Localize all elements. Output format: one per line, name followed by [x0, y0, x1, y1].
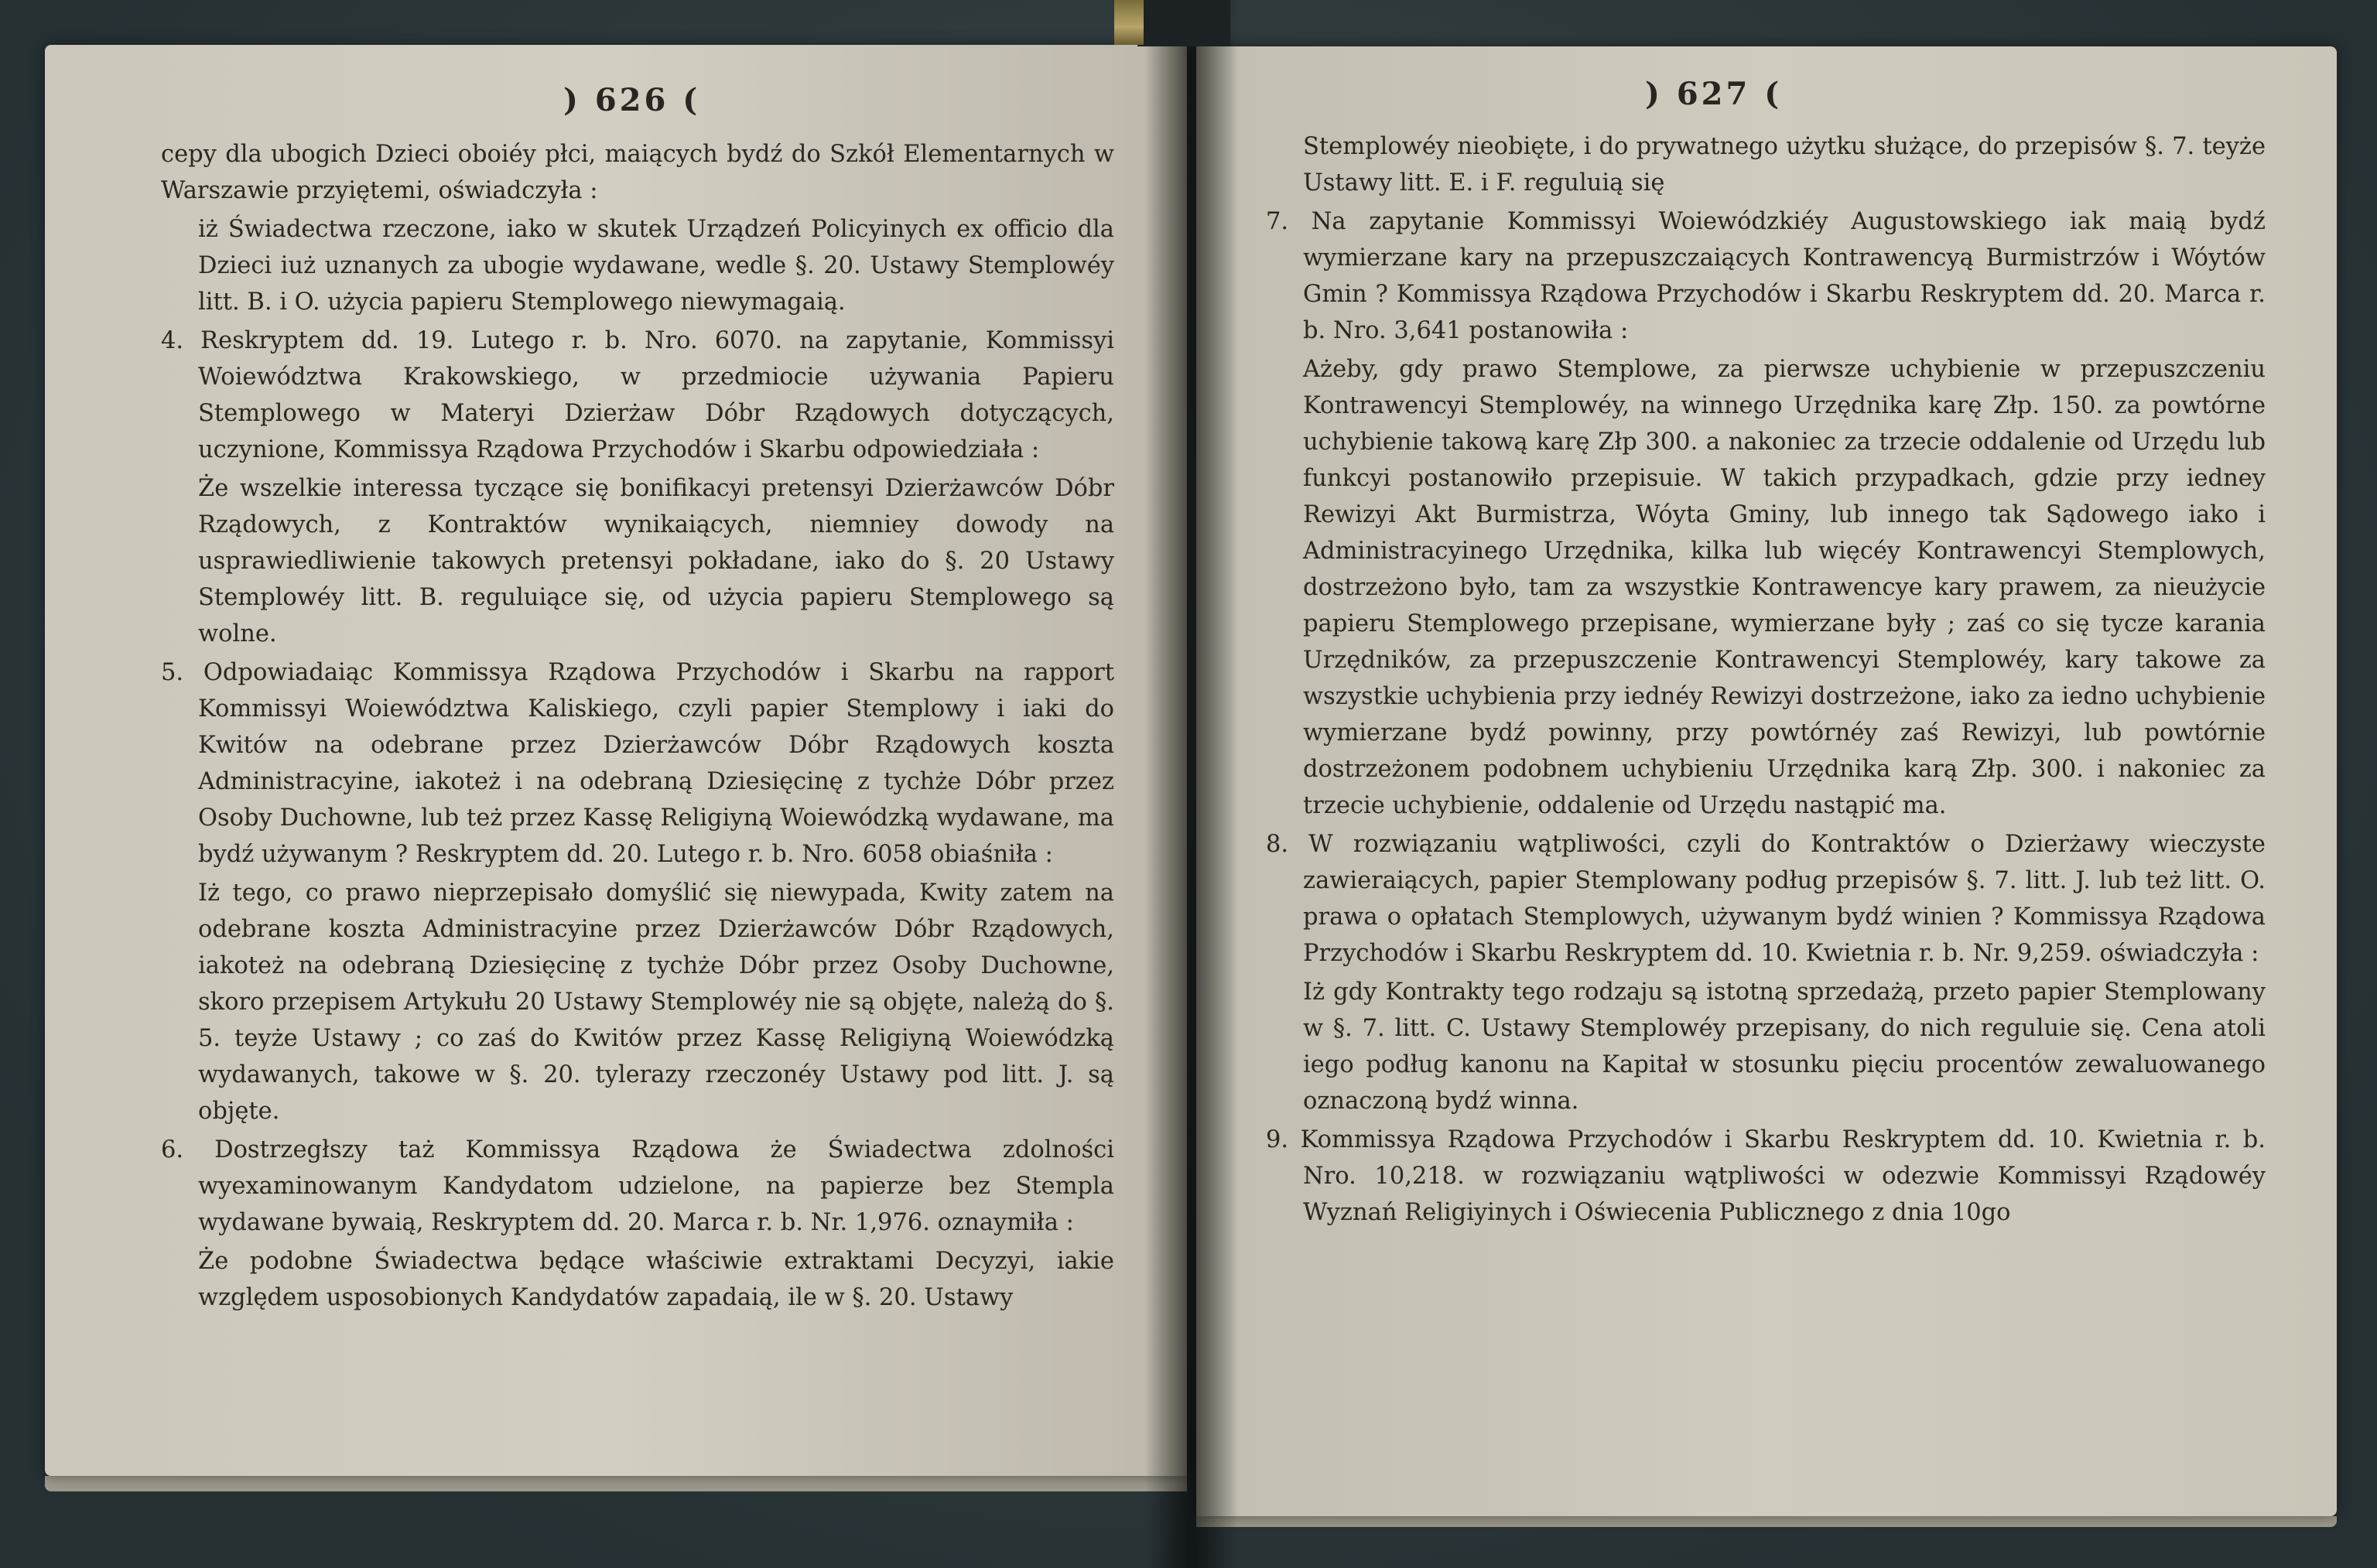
left-paragraph-1: cepy dla ubogich Dzieci oboiéy płci, maiących bydź do Szkół Elementarnych w Warszawie przyiętemi, oświadczyła : [161, 141, 1114, 204]
left-page-number: ) 626 ( [563, 82, 701, 118]
right-paragraph-3: Ażeby, gdy prawo Stemplowe, za pierwsze uchybienie w przepuszczeniu Kontrawencyi Stemplowéy, na winnego Urzędnika karę Złp. 150. za powtórne uchybienie takową karę Złp 300. a nakoniec za trzecie oddalenie od Urzędu lub funkcyi postanowiło przepisuie. W takich przypadkach, gdzie przy iedney Rewizyi Akt Burmistrza, Wóyta Gminy, lub innego tak Sądowego iako i Administracyinego Urzędnika, kilka lub więcéy Kontrawencyi Stemplowych, dostrzeżono było, tam za wszystkie Kontrawencye kary prawem, za nieużycie papieru Stemplowego przepisane, wymierzane były ; zaś co się tycze karania Urzędników, za przepuszczenie Kontrawencyi Stemplowéy, kary takowe za wszystkie uchybienia przy iednéy Rewizyi dostrzeżone, iako za iedno uchybienie wymierzane bydź powinny, przy powtórnéy zaś Rewizyi, lub powtórnie dostrzeżonem podobnem uchybieniu Urzędnika karą Złp. 300. i nakoniec za trzecie uchybienie, oddalenie od Urzędu nastąpić ma. [1303, 356, 2266, 819]
right-page-number: ) 627 ( [1645, 76, 1783, 112]
book-spine-top [1137, 0, 1230, 46]
left-paragraph-3: 4. Reskryptem dd. 19. Lutego r. b. Nro. 6070. na zapytanie, Kommissyi Woiewództwa Krakowskiego, w przedmiocie używania Papieru Stemplowego w Materyi Dzierżaw Dóbr Rządowych dotyczących, uczynione, Kommissya Rządowa Przychodów i Skarbu odpowiedziała : [161, 327, 1114, 463]
right-paragraph-4: 8. W rozwiązaniu wątpliwości, czyli do Kontraktów o Dzierżawy wieczyste zawieraiących, papier Stemplowany podług przepisów §. 7. litt. J. lub też litt. O. prawa o opłatach Stemplowych, używanym bydź winien ? Kommissya Rządowa Przychodów i Skarbu Reskryptem dd. 10. Kwietnia r. b. Nr. 9,259. oświadczyła : [1266, 831, 2266, 967]
right-page-edge [1196, 1516, 2337, 1527]
right-page [1196, 46, 2337, 1516]
right-paragraph-6: 9. Kommissya Rządowa Przychodów i Skarbu Reskryptem dd. 10. Kwietnia r. b. Nro. 10,218. w rozwiązaniu wątpliwości w odezwie Kommissyi Rządowéy Wyznań Religiyinych i Oświecenia Publicznego z dnia 10go [1266, 1126, 2266, 1226]
right-paragraph-2: 7. Na zapytanie Kommissyi Woiewódzkiéy Augustowskiego iak maią bydź wymierzane kary na przepuszczaiących Kontrawencyą Burmistrzów i Wóytów Gmin ? Kommissya Rządowa Przychodów i Skarbu Reskryptem dd. 20. Marca r. b. Nro. 3,641 postanowiła : [1266, 208, 2266, 344]
left-page-edge [45, 1476, 1187, 1491]
left-paragraph-7: 6. Dostrzegłszy taż Kommissya Rządowa że Świadectwa zdolności wyexaminowanym Kandydatom udzielone, na papierze bez Stempla wydawane bywaią, Reskryptem dd. 20. Marca r. b. Nr. 1,976. oznaymiła : [161, 1136, 1114, 1236]
bookmark-ribbon [1114, 0, 1144, 45]
right-paragraph-1: Stemplowéy nieobięte, i do prywatnego użytku służące, do przepisów §. 7. teyże Ustawy litt. E. i F. reguluią się [1303, 133, 2266, 196]
left-paragraph-2: iż Świadectwa rzeczone, iako w skutek Urządzeń Policyinych ex officio dla Dzieci iuż uznanych za ubogie wydawane, wedle §. 20. Ustawy Stemplowéy litt. B. i O. użycia papieru Stemplowego niewymagaią. [198, 216, 1114, 316]
left-paragraph-4: Że wszelkie interessa tyczące się bonifikacyi pretensyi Dzierżawców Dóbr Rządowych, z Kontraktów wynikaiących, niemniey dowody na usprawiedliwienie takowych pretensyi pokładane, iako do §. 20 Ustawy Stemplowéy litt. B. reguluiące się, od użycia papieru Stemplowego są wolne. [198, 475, 1114, 647]
left-paragraph-8: Że podobne Świadectwa będące właściwie extraktami Decyzyi, iakie względem usposobionych Kandydatów zapadaią, ile w §. 20. Ustawy [198, 1248, 1114, 1311]
left-page-text [161, 136, 1114, 1318]
right-paragraph-5: Iż gdy Kontrakty tego rodzaju są istotną sprzedażą, przeto papier Stemplowany w §. 7. litt. C. Ustawy Stemplowéy przepisany, do nich reguluie się. Cena atoli iego podług kanonu na Kapitał w stosunku pięciu procentów zewaluowanego oznaczoną bydź winna. [1303, 979, 2266, 1115]
right-page-text [1266, 128, 2266, 1233]
left-paragraph-6: Iż tego, co prawo nieprzepisało domyślić się niewypada, Kwity zatem na odebrane koszta Administracyine przez Dzierżawców Dóbr Rządowych, iakoteż na odebraną Dziesięcinę z tychże Dóbr przez Osoby Duchowne, skoro przepisem Artykułu 20 Ustawy Stemplowéy nie są objęte, należą do §. 5. teyże Ustawy ; co zaś do Kwitów przez Kassę Religiyną Woiewódzką wydawanych, takowe w §. 20. tylerazy rzeczonéy Ustawy pod litt. J. są objęte. [198, 880, 1114, 1125]
book-spine-shadow [1145, 0, 1238, 1568]
left-page [45, 45, 1187, 1476]
left-paragraph-5: 5. Odpowiadaiąc Kommissya Rządowa Przychodów i Skarbu na rapport Kommissyi Woiewództwa Kaliskiego, czyli papier Stemplowy i iaki do Kwitów na odebrane przez Dzierżawców Dóbr Rządowych koszta Administracyine, iakoteż i na odebraną Dziesięcinę z tychże Dóbr przez Osoby Duchowne, lub też przez Kassę Religiyną Woiewódzką wydawane, ma bydź używanym ? Reskryptem dd. 20. Lutego r. b. Nro. 6058 obiaśniła : [161, 659, 1114, 868]
